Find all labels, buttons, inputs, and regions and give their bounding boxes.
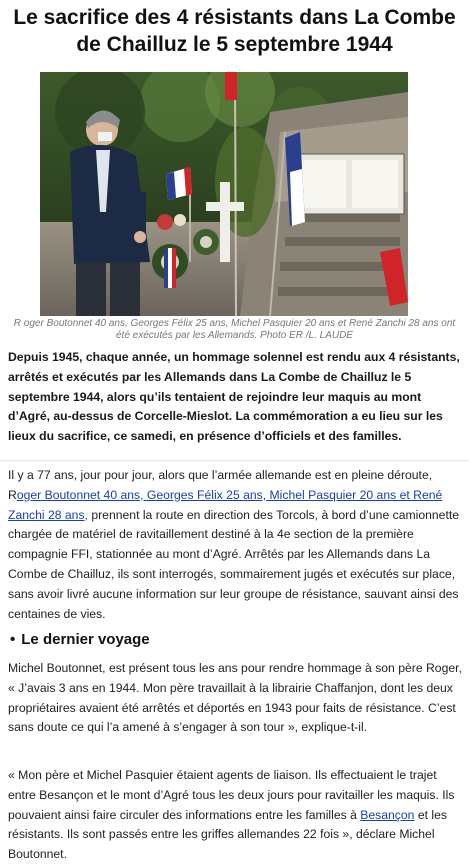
subheading-text: Le dernier voyage (21, 631, 150, 648)
paragraph-3-text-start: « Mon père et Michel Pasquier étaient agents de liaison. Ils effectuaient le trajet entre Besançon et le mont d’Agré tous les deux jours pour ravitailler les maquis. Ils pouvaient ainsi faire circuler des informations entre les familles à (8, 768, 455, 822)
photo-caption: R oger Boutonnet 40 ans, Georges Félix 25 ans, Michel Pasquier 20 ans et René Zanchi 28 ans ont été exécutés par les Allemands. Photo ER /L. LAUDE (13, 318, 456, 341)
section-subheading (10, 630, 150, 650)
victims-names-link[interactable]: oger Boutonnet 40 ans, Georges Félix 25 ans, Michel Pasquier 20 ans et René Zanchi 28 ans, (8, 487, 443, 522)
article-photo[interactable] (40, 72, 408, 316)
bullet-icon: • (10, 631, 16, 648)
paragraph-1-text-start: Il y a 77 ans, jour pour jour, alors que l’armée allemande est en pleine déroute, R (8, 468, 433, 502)
paragraph-2: Michel Boutonnet, est présent tous les ans pour rendre hommage à son père Roger, « J’avais 3 ans en 1944. Mon père travaillait à la librairie Chaffanjon, dont les deux propriétaires avaient été arrêtés et déportés en 1943 pour faits de résistance. C’est sans doute ce qui l’a amené à s’engager à son tour », explique-t-il. (8, 661, 462, 735)
paragraph-3-text-end: et les résistants. Ils sont passés entre les griffes allemandes 22 fois », déclare Michel Boutonnet. (8, 807, 447, 862)
paragraph-1-text-end: prennent la route en direction des Torcols, à bord d’une camionnette chargée de matériel de ravitaillement destiné à la 4e section de la première compagnie FFI, stationnée au mont d’Agré. Arrêtés par les Allemands dans La Combe de Chailluz, ils sont interrogés, sommairement jugés et exécutés sur place, sans avoir livré aucune information sur leur groupe de résistance, sauvant ainsi des centaines de vies. (8, 507, 460, 621)
article-lead: Depuis 1945, chaque année, un hommage solennel est rendu aux 4 résistants, arrêtés et exécutés par les Allemands dans La Combe de Chailluz le 5 septembre 1944, alors qu’ils tentaient de rejoindre leur maquis au mont d’Agré, au-dessus de Corcelle-Mieslot. La commémoration a eu lieu sur les lieux du sacrifice, ce samedi, en présence d’officiels et des familles. (8, 350, 460, 444)
memorial-photo-illustration (40, 72, 408, 316)
section-divider (0, 460, 469, 461)
paragraph-1 (8, 466, 463, 624)
paragraph-3 (8, 766, 463, 865)
besancon-link[interactable]: Besançon (360, 807, 415, 822)
article-title: Le sacrifice des 4 résistants dans La Combe de Chailluz le 5 septembre 1944 (13, 6, 456, 56)
